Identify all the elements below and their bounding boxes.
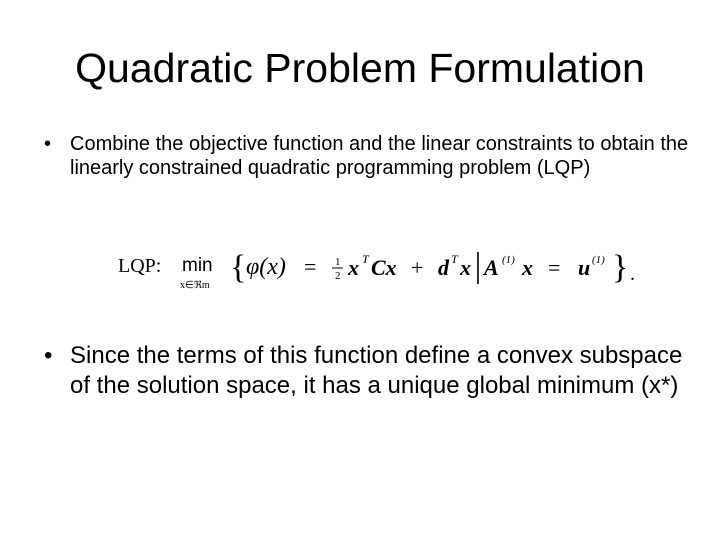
equation-transpose-1: T <box>362 252 369 266</box>
equation-phi: φ(x) <box>246 254 286 280</box>
equation-A: A <box>484 255 499 280</box>
equation-label: LQP: <box>118 255 162 277</box>
equation-brace-close: } <box>612 249 629 286</box>
bullet-text-2: Since the terms of this function define a convex subspace of the solution space, it has a unique global minimum (x*) <box>70 342 683 399</box>
equation-d: d <box>438 255 449 280</box>
bullet-item-1 <box>44 132 694 180</box>
slide-title: Quadratic Problem Formulation <box>75 45 645 91</box>
equation-x3: x <box>522 255 533 280</box>
bullet-symbol: • <box>44 133 52 155</box>
lqp-equation <box>118 244 643 294</box>
equation-u-superscript: (1) <box>592 254 605 266</box>
equation-equals: = <box>304 254 317 279</box>
equation-half-numerator: 1 <box>335 256 341 268</box>
bullet-symbol: • <box>44 342 53 369</box>
equation-min-subscript: x∈ℜm <box>180 280 210 291</box>
equation-plus: + <box>411 255 424 280</box>
equation-brace-open: { <box>230 249 247 286</box>
equation-x1: x <box>348 255 359 280</box>
equation-half-denominator: 2 <box>335 270 341 282</box>
equation-period: . <box>630 263 635 285</box>
equation-Cx: Cx <box>371 255 397 280</box>
equation-u: u <box>578 255 591 280</box>
bullet-text-1: Combine the objective function and the linear constraints to obtain the linearly constrained quadratic programming problem (LQP) <box>70 133 689 179</box>
equation-equals-2: = <box>548 255 561 280</box>
equation-transpose-2: T <box>451 252 458 266</box>
equation-A-superscript: (1) <box>502 254 515 266</box>
bullet-item-2 <box>44 341 694 401</box>
equation-min: min <box>182 255 213 276</box>
equation-x2: x <box>460 255 471 280</box>
